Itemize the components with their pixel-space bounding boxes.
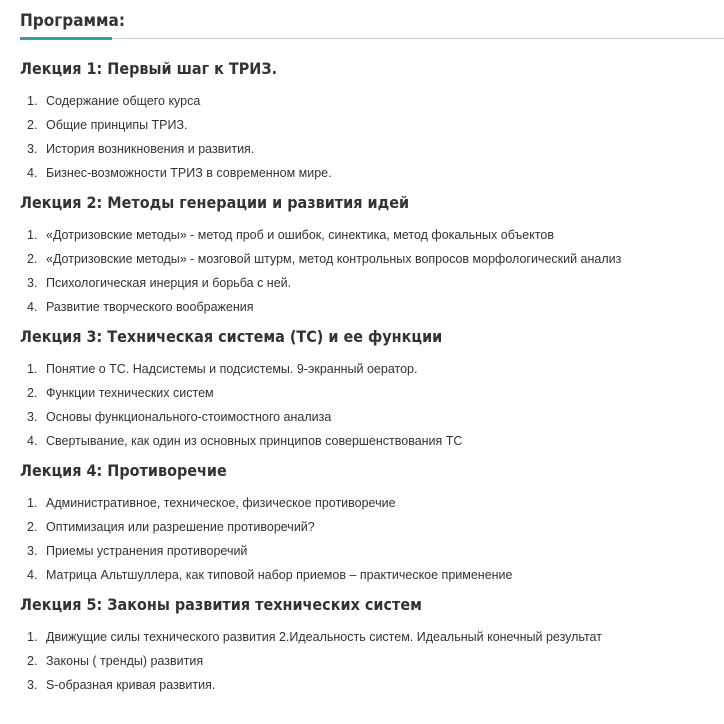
item-number: 1. xyxy=(27,228,38,242)
list-item xyxy=(20,223,720,247)
item-text: Общие принципы ТРИЗ. xyxy=(46,118,188,132)
lecture-4 xyxy=(20,461,720,587)
item-number: 4. xyxy=(27,434,38,448)
header-accent-underline xyxy=(20,37,112,40)
item-number: 3. xyxy=(27,544,38,558)
lecture-title: Лекция 1: Первый шаг к ТРИЗ. xyxy=(20,59,278,78)
item-number: 2. xyxy=(27,654,38,668)
lecture-title: Лекция 2: Методы генерации и развития идей xyxy=(20,193,410,212)
item-text: Законы ( тренды) развития xyxy=(46,654,204,668)
lecture-item-list xyxy=(20,223,720,319)
item-text: Матрица Альтшуллера, как типовой набор приемов – практическое применение xyxy=(46,568,513,582)
item-number: 2. xyxy=(27,252,38,266)
program-section-header xyxy=(20,10,724,40)
item-text: Административное, техническое, физическое противоречие xyxy=(46,496,396,510)
lecture-1 xyxy=(20,59,720,185)
item-text: Функции технических систем xyxy=(46,386,214,400)
item-number: 2. xyxy=(27,520,38,534)
list-item xyxy=(20,381,720,405)
list-item xyxy=(20,113,720,137)
item-number: 1. xyxy=(27,496,38,510)
item-number: 1. xyxy=(27,362,38,376)
lecture-item-list xyxy=(20,491,720,587)
item-number: 3. xyxy=(27,142,38,156)
list-item xyxy=(20,539,720,563)
item-text: Бизнес-возможности ТРИЗ в современном мире. xyxy=(46,166,332,180)
item-text: Содержание общего курса xyxy=(46,94,201,108)
item-text: Приемы устранения противоречий xyxy=(46,544,248,558)
list-item xyxy=(20,161,720,185)
item-number: 3. xyxy=(27,410,38,424)
lecture-title: Лекция 4: Противоречие xyxy=(20,461,227,480)
list-item xyxy=(20,563,720,587)
item-number: 3. xyxy=(27,276,38,290)
header-divider xyxy=(20,38,724,39)
lecture-2 xyxy=(20,193,720,319)
lecture-item-list xyxy=(20,89,720,185)
item-text: «Дотризовские методы» - метод проб и ошибок, синектика, метод фокальных объектов xyxy=(46,228,555,242)
item-text: «Дотризовские методы» - мозговой штурм, метод контрольных вопросов морфологический анализ xyxy=(46,252,622,266)
item-text: Психологическая инерция и борьба с ней. xyxy=(46,276,292,290)
list-item xyxy=(20,405,720,429)
list-item xyxy=(20,89,720,113)
lecture-item-list xyxy=(20,357,720,453)
list-item xyxy=(20,491,720,515)
lecture-title: Лекция 5: Законы развития технических систем xyxy=(20,595,422,614)
list-item xyxy=(20,673,720,697)
list-item xyxy=(20,247,720,271)
item-text: Движущие силы технического развития 2.Идеальность систем. Идеальный конечный результат xyxy=(46,630,602,644)
lecture-3 xyxy=(20,327,720,453)
item-number: 1. xyxy=(27,630,38,644)
item-number: 3. xyxy=(27,678,38,692)
item-text: S-образная кривая развития. xyxy=(46,678,216,692)
program-title: Программа: xyxy=(20,11,125,31)
list-item xyxy=(20,515,720,539)
list-item xyxy=(20,295,720,319)
lecture-item-list xyxy=(20,625,720,697)
item-text: История возникновения и развития. xyxy=(46,142,255,156)
item-number: 4. xyxy=(27,166,38,180)
lecture-5 xyxy=(20,595,720,697)
item-number: 1. xyxy=(27,94,38,108)
item-number: 2. xyxy=(27,118,38,132)
lecture-title: Лекция 3: Техническая система (ТС) и ее функции xyxy=(20,327,443,346)
list-item xyxy=(20,137,720,161)
item-number: 4. xyxy=(27,568,38,582)
item-text: Развитие творческого воображения xyxy=(46,300,254,314)
list-item xyxy=(20,625,720,649)
item-text: Оптимизация или разрешение противоречий? xyxy=(46,520,315,534)
item-text: Понятие о ТС. Надсистемы и подсистемы. 9-экранный оератор. xyxy=(46,362,418,376)
list-item xyxy=(20,357,720,381)
item-text: Свертывание, как один из основных принципов совершенствования ТС xyxy=(46,434,463,448)
item-number: 2. xyxy=(27,386,38,400)
list-item xyxy=(20,649,720,673)
item-number: 4. xyxy=(27,300,38,314)
item-text: Основы функционального-стоимостного анализа xyxy=(46,410,332,424)
list-item xyxy=(20,429,720,453)
list-item xyxy=(20,271,720,295)
